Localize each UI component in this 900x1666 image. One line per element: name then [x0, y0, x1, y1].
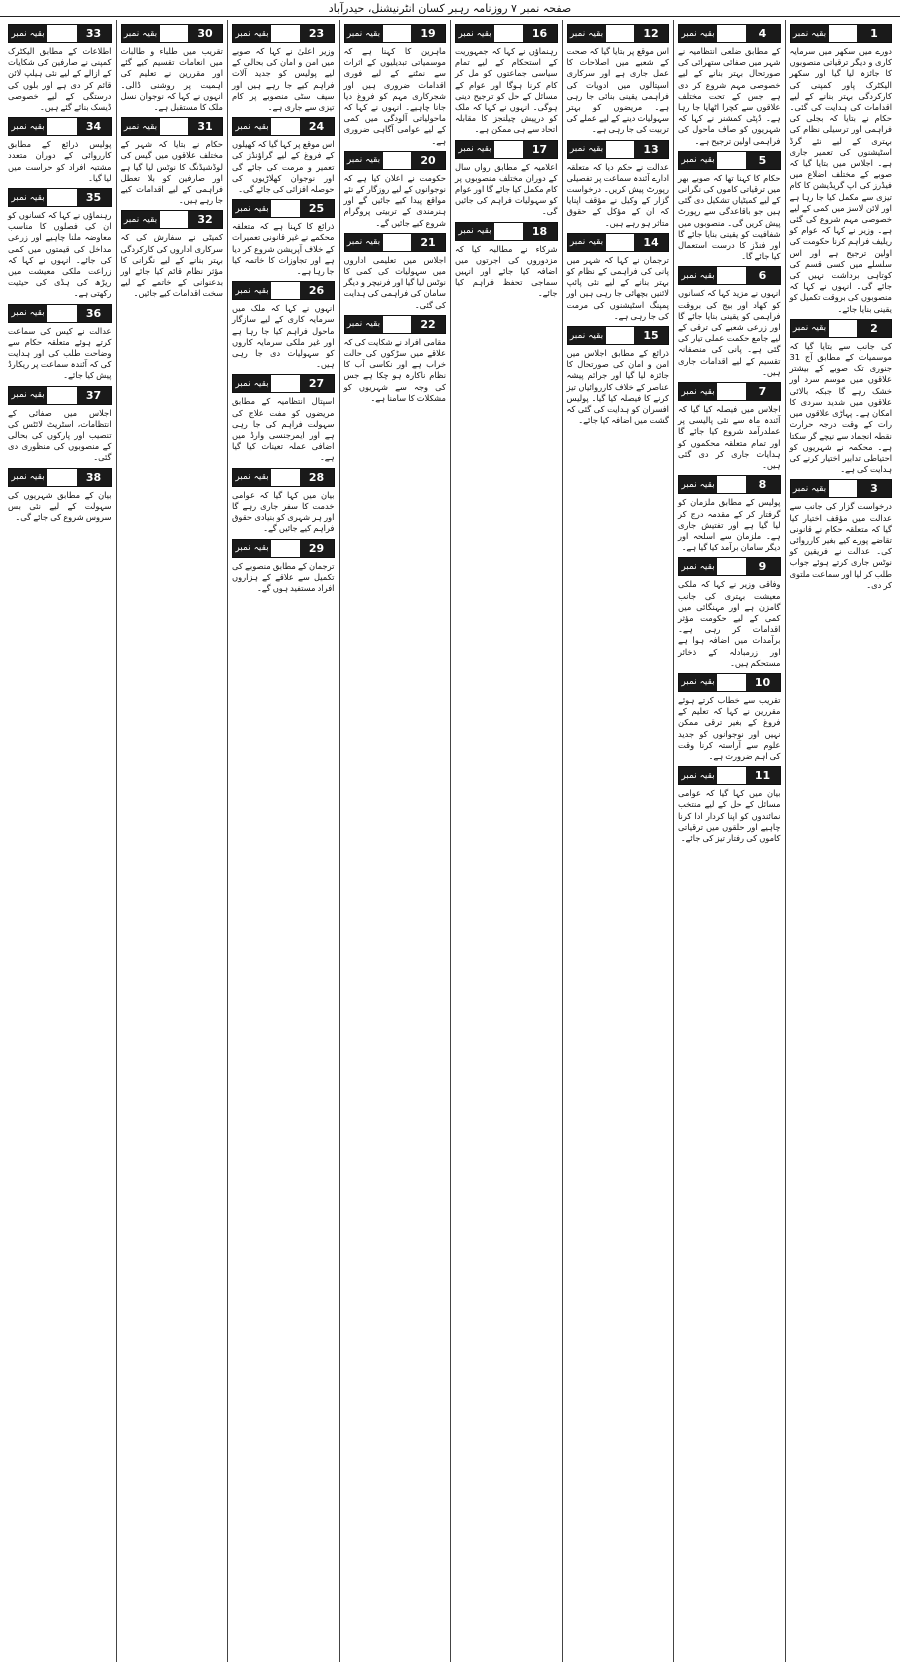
header-blank [160, 211, 189, 228]
article-number: 15 [634, 327, 668, 344]
article [455, 140, 558, 218]
article-number: 12 [634, 25, 668, 42]
header-blank [717, 674, 746, 691]
article-body: اس موقع پر کہا گیا کہ کھیلوں کے فروغ کے لیے گراؤنڈز کی تعمیر و مرمت کی جائے گی اور نوجوان کھلاڑیوں کی حوصلہ افزائی کی جائے گی۔ [232, 139, 335, 195]
article-number: 38 [77, 469, 111, 486]
header-blank [717, 558, 746, 575]
header-label: بقیہ نمبر [233, 118, 271, 135]
article-header [121, 117, 224, 136]
article-number: 19 [411, 25, 445, 42]
article-header [344, 151, 447, 170]
article-header [121, 210, 224, 229]
header-label: بقیہ نمبر [568, 25, 606, 42]
header-blank [47, 387, 77, 404]
header-label: بقیہ نمبر [679, 25, 717, 42]
article-body: اطلاعات کے مطابق الیکٹرک کمپنی نے صارفین کی شکایات کے ازالے کے لیے نئی ہیلپ لائن قائم کر دی ہے اور بلوں کی درستگی کے لیے خصوصی ڈیسک بنائے گئے ہیں۔ [8, 46, 112, 113]
article-header [8, 188, 112, 207]
article [678, 557, 781, 669]
article-header [678, 151, 781, 170]
article-number: 23 [300, 25, 334, 42]
article-number: 35 [77, 189, 111, 206]
column [116, 20, 228, 1662]
header-blank [717, 767, 746, 784]
article-body: حکام کا کہنا تھا کہ صوبے بھر میں ترقیاتی کاموں کی نگرانی کے لیے کمیٹیاں تشکیل دی گئی ہیں جو باقاعدگی سے رپورٹ پیش کریں گی۔ منصوبوں میں شفافیت کو یقینی بنایا جائے گا اور فنڈز کا درست استعمال کیا جائے گا۔ [678, 172, 781, 262]
article-body: حکام نے بتایا کہ شہر کے مختلف علاقوں میں گیس کی لوڈشیڈنگ کا نوٹس لیا گیا ہے اور صارفین کو بلا تعطل فراہمی کے لیے اقدامات کیے جا رہے ہیں۔ [120, 139, 223, 206]
article-header [678, 673, 781, 692]
article-body: دورے میں سکھر میں سرمایہ کاری و دیگر ترقیاتی منصوبوں کا جائزہ لیا گیا اور سکھر الیکٹرک پاور کمپنی کی کارکردگی بہتر بنانے کے لیے اقدامات کی ہدایت کی گئی۔ حکام نے بتایا کہ بجلی کی فراہمی اور ترسیلی نظام کی بہتری کے لیے نئے گرڈ اسٹیشنوں کی تعمیر جاری ہے۔ اجلاس میں بتایا گیا کہ صوبے کے مختلف اضلاع میں فیڈرز کی اپ گریڈیشن کا کام تیزی سے مکمل کیا جا رہا ہے اور لائن لاسز میں کمی کے لیے خصوصی مہم شروع کی گئی ہے۔ وزیر نے کہا کہ عوام کو ریلیف فراہم کرنا حکومت کی اولین ترجیح ہے اور اس سلسلے میں کسی قسم کی کوتاہی برداشت نہیں کی جائے گی۔ انہوں نے کہا کہ منصوبوں کی بروقت تکمیل کو یقینی بنایا جائے۔ [789, 46, 892, 314]
column [785, 20, 897, 1662]
article-number: 4 [746, 25, 780, 42]
article [232, 24, 335, 113]
header-blank [383, 234, 412, 251]
article-body: عدالت نے حکم دیا کہ متعلقہ ادارے آئندہ سماعت پر تفصیلی رپورٹ پیش کریں۔ درخواست گزار کے وکیل نے مؤقف اپنایا کہ ان کے مؤکل کے حقوق متاثر ہو رہے ہیں۔ [566, 161, 669, 228]
header-label: بقیہ نمبر [122, 211, 160, 228]
article-header [232, 199, 335, 218]
header-label: بقیہ نمبر [233, 375, 271, 392]
article-header [790, 479, 893, 498]
article-body: کمیٹی نے سفارش کی کہ سرکاری اداروں کی کارکردگی بہتر بنانے کے لیے نگرانی کا مؤثر نظام قائم کیا جائے اور بدعنوانی کے خاتمے کے لیے سخت اقدامات کیے جائیں۔ [120, 232, 223, 299]
header-blank [717, 267, 746, 284]
header-label: بقیہ نمبر [568, 327, 606, 344]
article-body: ذرائع کے مطابق اجلاس میں امن و امان کی صورتحال کا جائزہ لیا گیا اور جرائم پیشہ عناصر کے خلاف کارروائیاں تیز کرنے کا فیصلہ کیا گیا۔ پولیس افسران کو ہدایت کی گئی کہ گشت میں اضافہ کیا جائے۔ [566, 348, 669, 426]
column [673, 20, 785, 1662]
header-label: بقیہ نمبر [345, 234, 383, 251]
article-body: پولیس ذرائع کے مطابق کارروائی کے دوران متعدد مشتبہ افراد کو حراست میں لیا گیا۔ [8, 139, 112, 183]
article-body: تقریب سے خطاب کرتے ہوئے مقررین نے کہا کہ تعلیم کے فروغ کے بغیر ترقی ممکن نہیں اور نوجوانوں کو جدید علوم سے آراستہ کرنا وقت کی اہم ضرورت ہے۔ [678, 694, 781, 761]
header-label: بقیہ نمبر [791, 25, 829, 42]
article-body: پولیس کے مطابق ملزمان کو گرفتار کر کے مقدمہ درج کر لیا گیا ہے اور تفتیش جاری ہے۔ ملزمان سے اسلحہ اور دیگر سامان برآمد کیا گیا ہے۔ [678, 497, 781, 553]
header-label: بقیہ نمبر [9, 189, 47, 206]
article-number: 22 [411, 316, 445, 333]
article [121, 24, 224, 113]
article [232, 117, 335, 195]
article-number: 10 [746, 674, 780, 691]
header-label: بقیہ نمبر [456, 25, 494, 42]
article-body: عدالت نے کیس کی سماعت کرتے ہوئے متعلقہ حکام سے وضاحت طلب کی اور ہدایت کی کہ آئندہ سماعت پر ریکارڈ پیش کیا جائے۔ [8, 325, 112, 381]
article [567, 326, 670, 426]
article [567, 233, 670, 322]
article [455, 24, 558, 136]
article-body: وزیر اعلیٰ نے کہا کہ صوبے میں امن و امان کی بحالی کے لیے پولیس کو جدید آلات فراہم کیے جا رہے ہیں اور سیف سٹی منصوبے پر کام تیزی سے جاری ہے۔ [232, 46, 335, 113]
article-body: شرکاء نے مطالبہ کیا کہ مزدوروں کی اجرتوں میں اضافہ کیا جائے اور انہیں سماجی تحفظ فراہم کیا جائے۔ [455, 243, 558, 299]
article-number: 25 [300, 200, 334, 217]
article-body: رہنماؤں نے کہا کہ کسانوں کو ان کی فصلوں کا مناسب معاوضہ ملنا چاہیے اور زرعی مداخل کی قیمتوں میں کمی کی جائے۔ انہوں نے کہا کہ زراعت ملکی معیشت میں ریڑھ کی ہڈی کی حیثیت رکھتی ہے۔ [8, 210, 112, 299]
article-header [567, 233, 670, 252]
header-label: بقیہ نمبر [345, 316, 383, 333]
article-body: اجلاس میں تعلیمی اداروں میں سہولیات کی کمی کا نوٹس لیا گیا اور فرنیچر و دیگر سامان کی فراہمی کی ہدایت کی گئی۔ [343, 254, 446, 310]
column [450, 20, 562, 1662]
article [678, 475, 781, 553]
header-label: بقیہ نمبر [679, 152, 717, 169]
article [678, 382, 781, 471]
article-number: 6 [746, 267, 780, 284]
header-blank [160, 25, 189, 42]
article-number: 24 [300, 118, 334, 135]
article-number: 36 [77, 305, 111, 322]
article [121, 210, 224, 299]
article [8, 304, 112, 382]
article-header [8, 117, 112, 136]
article-number: 34 [77, 118, 111, 135]
article [232, 539, 335, 595]
article [8, 188, 112, 300]
column [227, 20, 339, 1662]
header-blank [717, 476, 746, 493]
article-body: مقامی افراد نے شکایت کی کہ علاقے میں سڑکوں کی حالت خراب ہے اور نکاسی آب کا نظام ناکارہ ہو چکا ہے جس کی وجہ سے شہریوں کو مشکلات کا سامنا ہے۔ [343, 336, 446, 403]
header-blank [271, 375, 300, 392]
article-body: اسپتال انتظامیہ کے مطابق مریضوں کو مفت علاج کی سہولت فراہم کی جا رہی ہے اور ایمرجنسی وارڈ میں اضافی عملہ تعینات کیا گیا ہے۔ [232, 396, 335, 463]
header-blank [494, 141, 523, 158]
header-label: بقیہ نمبر [9, 305, 47, 322]
article-body: انہوں نے مزید کہا کہ کسانوں کو کھاد اور بیج کی بروقت فراہمی کو یقینی بنایا جائے گا اور زرعی شعبے کی ترقی کے لیے جامع حکمت عملی تیار کی گئی ہے۔ پانی کی منصفانہ تقسیم کے لیے اقدامات جاری ہیں۔ [678, 288, 781, 377]
header-blank [829, 25, 858, 42]
article-header [567, 24, 670, 43]
article-header [678, 475, 781, 494]
columns-container [4, 20, 896, 1662]
header-label: بقیہ نمبر [456, 223, 494, 240]
header-blank [383, 152, 412, 169]
header-blank [717, 25, 746, 42]
article-number: 1 [857, 25, 891, 42]
article [232, 374, 335, 463]
article-number: 16 [523, 25, 557, 42]
article [8, 468, 112, 524]
header-label: بقیہ نمبر [791, 320, 829, 337]
article-number: 17 [523, 141, 557, 158]
article-body: ماہرین کا کہنا ہے کہ موسمیاتی تبدیلیوں کے اثرات سے نمٹنے کے لیے فوری اقدامات ضروری ہیں اور شجرکاری مہم کو فروغ دیا جانا چاہیے۔ انہوں نے کہا کہ ماحولیاتی آلودگی میں کمی کے لیے عوامی آگاہی ضروری ہے۔ [343, 46, 446, 146]
header-label: بقیہ نمبر [679, 767, 717, 784]
header-blank [383, 25, 412, 42]
header-blank [271, 469, 300, 486]
header-label: بقیہ نمبر [122, 25, 160, 42]
article [678, 24, 781, 147]
header-blank [494, 223, 523, 240]
article [344, 233, 447, 311]
header-blank [606, 327, 635, 344]
header-label: بقیہ نمبر [233, 469, 271, 486]
article [8, 24, 112, 113]
article-number: 26 [300, 282, 334, 299]
article-body: بیان میں کہا گیا کہ عوامی مسائل کے حل کے لیے منتخب نمائندوں کو اپنا کردار ادا کرنا چاہیے اور حلقوں میں ترقیاتی کاموں کی رفتار تیز کی جائے۔ [678, 788, 781, 843]
header-blank [271, 25, 300, 42]
article-number: 32 [188, 211, 222, 228]
article-body: کے مطابق ضلعی انتظامیہ نے شہر میں صفائی ستھرائی کی صورتحال بہتر بنانے کے لیے خصوصی مہم شروع کر دی ہے جس کے تحت مختلف علاقوں سے کچرا اٹھایا جا رہا ہے۔ ڈپٹی کمشنر نے کہا کہ شہریوں کو صاف ماحول کی فراہمی اولین ترجیح ہے۔ [678, 46, 781, 146]
article-body: درخواست گزار کی جانب سے عدالت میں مؤقف اختیار کیا گیا کہ متعلقہ حکام نے قانونی تقاضے پورے کیے بغیر کارروائی کی۔ عدالت نے فریقین کو نوٹس جاری کرتے ہوئے جواب طلب کر لیا اور سماعت ملتوی کر دی۔ [789, 501, 892, 590]
article-header [232, 117, 335, 136]
header-label: بقیہ نمبر [791, 480, 829, 497]
article [344, 315, 447, 404]
article-body: بیان میں کہا گیا کہ عوامی خدمت کا سفر جاری رہے گا اور ہر شہری کو بنیادی حقوق فراہم کیے جائیں گے۔ [232, 489, 335, 534]
article [790, 479, 893, 591]
article-body: ذرائع کا کہنا ہے کہ متعلقہ محکمے نے غیر قانونی تعمیرات کے خلاف آپریشن شروع کر دیا ہے اور تجاوزات کا خاتمہ کیا جا رہا ہے۔ [232, 221, 335, 277]
header-blank [271, 540, 300, 557]
masthead [0, 0, 900, 17]
header-blank [47, 189, 77, 206]
header-label: بقیہ نمبر [9, 387, 47, 404]
article-header [455, 222, 558, 241]
masthead-title: صفحہ نمبر ۷ روزنامہ رہبر کسان انٹرنیشنل، حیدرآباد [328, 1, 572, 15]
header-blank [271, 200, 300, 217]
article-body: اعلامیہ کے مطابق رواں سال کے دوران مختلف منصوبوں پر کام مکمل کیا جائے گا اور عوام کو سہولیات فراہم کی جائیں گی۔ [455, 161, 558, 217]
article [8, 386, 112, 464]
article [678, 673, 781, 762]
article-number: 28 [300, 469, 334, 486]
article-body: وفاقی وزیر نے کہا کہ ملکی معیشت بہتری کی جانب گامزن ہے اور مہنگائی میں کمی کے لیے حکومت مؤثر اقدامات کر رہی ہے۔ برآمدات میں اضافہ ہوا ہے اور زرمبادلہ کے ذخائر مستحکم ہیں۔ [678, 579, 781, 668]
header-blank [606, 234, 635, 251]
article-header [344, 24, 447, 43]
article-header [455, 24, 558, 43]
article-number: 21 [411, 234, 445, 251]
article-number: 20 [411, 152, 445, 169]
article [344, 151, 447, 229]
article [567, 24, 670, 136]
article-number: 3 [857, 480, 891, 497]
header-label: بقیہ نمبر [233, 540, 271, 557]
article-body: اس موقع پر بتایا گیا کہ صحت کے شعبے میں اصلاحات کا عمل جاری ہے اور سرکاری اسپتالوں میں ادویات کی فراہمی یقینی بنائی جا رہی ہے۔ مریضوں کو بہتر سہولیات دینے کے لیے عملے کی تربیت کی جا رہی ہے۔ [566, 46, 669, 135]
article [678, 766, 781, 844]
article-number: 30 [188, 25, 222, 42]
header-blank [160, 118, 189, 135]
article [8, 117, 112, 184]
article-header [8, 304, 112, 323]
article-header [8, 468, 112, 487]
header-blank [829, 480, 858, 497]
header-label: بقیہ نمبر [9, 25, 47, 42]
header-label: بقیہ نمبر [9, 469, 47, 486]
article-number: 7 [746, 383, 780, 400]
article-body: ترجمان کے مطابق منصوبے کی تکمیل سے علاقے کے ہزاروں افراد مستفید ہوں گے۔ [232, 560, 335, 593]
header-label: بقیہ نمبر [568, 234, 606, 251]
column [562, 20, 674, 1662]
article-header [455, 140, 558, 159]
article [678, 266, 781, 378]
article-number: 37 [77, 387, 111, 404]
article [567, 140, 670, 229]
header-label: بقیہ نمبر [345, 152, 383, 169]
article [121, 117, 224, 206]
article [678, 151, 781, 263]
header-blank [47, 25, 77, 42]
article-body: کی جانب سے بتایا گیا کہ موسمیات کے مطابق آج 31 جنوری تک صوبے کے بیشتر علاقوں میں موسم سرد اور خشک رہے گا جبکہ بالائی علاقوں میں شدید سردی کا امکان ہے۔ پہاڑی علاقوں میں رات کے وقت درجہ حرارت نقطہ انجماد سے نیچے گر سکتا ہے۔ محکمہ نے شہریوں کو احتیاطی تدابیر اختیار کرنے کی ہدایت کی ہے۔ [789, 340, 892, 475]
header-blank [47, 305, 77, 322]
article-header [232, 281, 335, 300]
article-header [678, 266, 781, 285]
header-label: بقیہ نمبر [679, 383, 717, 400]
header-label: بقیہ نمبر [233, 25, 271, 42]
header-label: بقیہ نمبر [679, 476, 717, 493]
article [790, 319, 893, 475]
header-label: بقیہ نمبر [679, 558, 717, 575]
article-header [232, 374, 335, 393]
article-header [678, 382, 781, 401]
header-blank [717, 383, 746, 400]
article-body: تقریب میں طلباء و طالبات میں انعامات تقسیم کیے گئے اور مقررین نے تعلیم کی اہمیت پر روشنی ڈالی۔ انہوں نے کہا کہ نوجوان نسل ملک کا مستقبل ہے۔ [120, 46, 223, 113]
article-number: 18 [523, 223, 557, 240]
header-label: بقیہ نمبر [122, 118, 160, 135]
article [232, 281, 335, 370]
article-number: 27 [300, 375, 334, 392]
article-number: 9 [746, 558, 780, 575]
article [232, 468, 335, 535]
article-header [567, 140, 670, 159]
header-label: بقیہ نمبر [233, 282, 271, 299]
article-number: 14 [634, 234, 668, 251]
article-body: ترجمان نے کہا کہ شہر میں پانی کی فراہمی کے نظام کو بہتر بنانے کے لیے نئی پائپ لائنیں بچھائی جا رہی ہیں اور پمپنگ اسٹیشنوں کی مرمت کی جا رہی ہے۔ [566, 254, 669, 321]
header-label: بقیہ نمبر [679, 674, 717, 691]
article-header [344, 233, 447, 252]
article-header [567, 326, 670, 345]
article-header [8, 386, 112, 405]
article-number: 33 [77, 25, 111, 42]
column [4, 20, 116, 1662]
article-header [678, 557, 781, 576]
article [232, 199, 335, 277]
article-header [678, 24, 781, 43]
article-body: رہنماؤں نے کہا کہ جمہوریت کے استحکام کے لیے تمام سیاسی جماعتوں کو مل کر کام کرنا ہوگا اور عوام کے مسائل کے حل کو ترجیح دینی ہوگی۔ انہوں نے کہا کہ ملک کو درپیش چیلنجز کا مقابلہ اتحاد سے ہی ممکن ہے۔ [455, 46, 558, 135]
article-body: انہوں نے کہا کہ ملک میں سرمایہ کاری کے لیے سازگار ماحول فراہم کیا جا رہا ہے اور غیر ملکی سرمایہ کاروں کو سہولیات دی جا رہی ہیں۔ [232, 303, 335, 370]
header-blank [606, 141, 635, 158]
header-label: بقیہ نمبر [568, 141, 606, 158]
header-label: بقیہ نمبر [345, 25, 383, 42]
article-body: بیان کے مطابق شہریوں کی سہولت کے لیے نئی بس سروس شروع کی جائے گی۔ [8, 489, 112, 523]
article-header [344, 315, 447, 334]
header-blank [271, 282, 300, 299]
header-blank [494, 25, 523, 42]
header-blank [829, 320, 858, 337]
header-label: بقیہ نمبر [679, 267, 717, 284]
article-header [232, 468, 335, 487]
article [455, 222, 558, 300]
article-number: 8 [746, 476, 780, 493]
article-header [8, 24, 112, 43]
article-number: 11 [746, 767, 780, 784]
header-label: بقیہ نمبر [233, 200, 271, 217]
article-header [790, 24, 893, 43]
article-header [121, 24, 224, 43]
header-blank [383, 316, 412, 333]
header-blank [47, 118, 77, 135]
article-number: 29 [300, 540, 334, 557]
article-number: 2 [857, 320, 891, 337]
header-label: بقیہ نمبر [9, 118, 47, 135]
header-blank [47, 469, 77, 486]
article-header [790, 319, 893, 338]
article-body: حکومت نے اعلان کیا ہے کہ نوجوانوں کے لیے روزگار کے نئے مواقع پیدا کیے جائیں گے اور ہنرمندی کے تربیتی پروگرام شروع کیے جائیں گے۔ [343, 172, 446, 228]
header-blank [271, 118, 300, 135]
article-number: 5 [746, 152, 780, 169]
header-blank [606, 25, 635, 42]
article-header [232, 24, 335, 43]
article-body: اجلاس میں فیصلہ کیا گیا کہ آئندہ ماہ سے نئی پالیسی پر عملدرآمد شروع کیا جائے گا اور تمام متعلقہ محکموں کو ہدایات جاری کر دی گئی ہیں۔ [678, 404, 781, 471]
article-body: اجلاس میں صفائی کے انتظامات، اسٹریٹ لائٹس کی تنصیب اور پارکوں کی بحالی کے منصوبوں کی منظوری دی گئی۔ [8, 407, 112, 463]
header-blank [717, 152, 746, 169]
article [790, 24, 893, 315]
column [339, 20, 451, 1662]
article-header [678, 766, 781, 785]
header-label: بقیہ نمبر [456, 141, 494, 158]
article [344, 24, 447, 147]
article-number: 13 [634, 141, 668, 158]
article-header [232, 539, 335, 558]
article-number: 31 [188, 118, 222, 135]
